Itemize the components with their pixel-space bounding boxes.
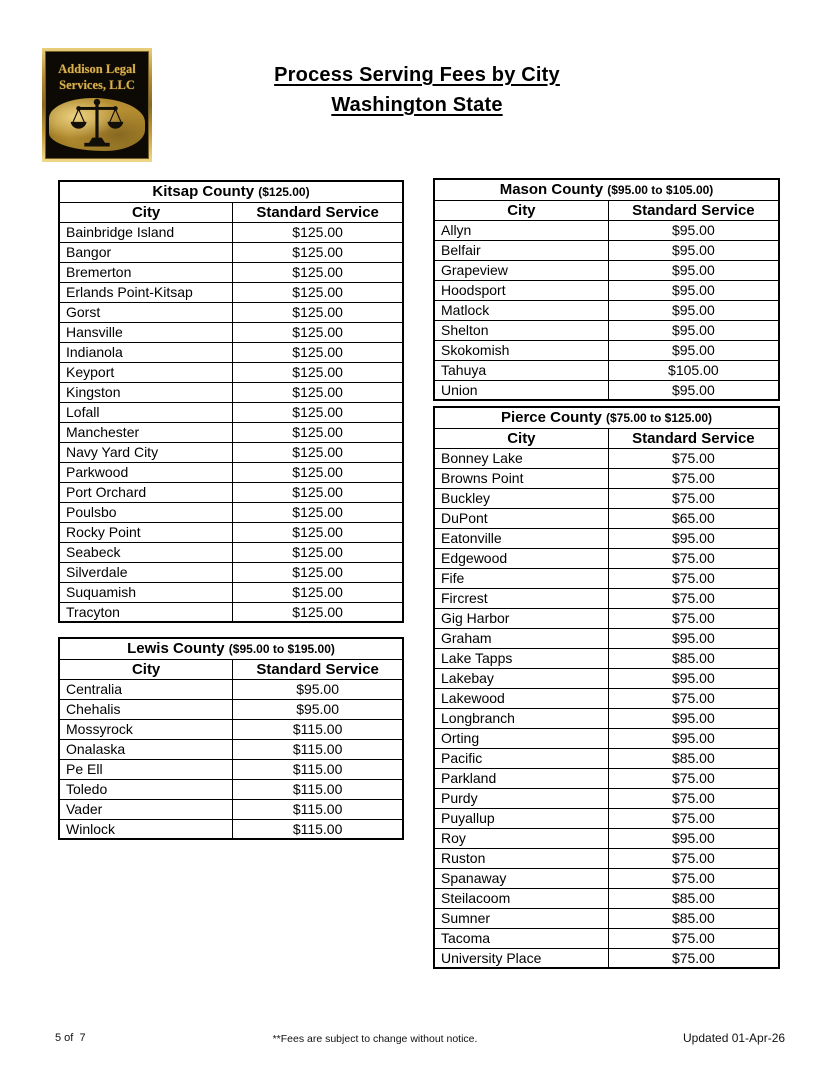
fee-cell: $95.00: [608, 280, 779, 300]
column-header-row: [434, 200, 779, 220]
city-cell: DuPont: [434, 508, 608, 528]
city-cell: Orting: [434, 728, 608, 748]
fee-cell: $115.00: [233, 799, 403, 819]
fee-cell: $95.00: [608, 628, 779, 648]
table-row: [434, 488, 779, 508]
city-cell: Browns Point: [434, 468, 608, 488]
service-column-header: Standard Service: [608, 428, 779, 448]
table-row: [434, 280, 779, 300]
fee-cell: $75.00: [608, 568, 779, 588]
city-cell: Parkwood: [59, 462, 233, 482]
county-name: Kitsap County: [152, 183, 255, 201]
page-title-line2: Washington State: [331, 94, 503, 116]
county-header-row: [434, 179, 779, 200]
city-cell: Winlock: [59, 819, 233, 839]
city-cell: Ruston: [434, 848, 608, 868]
table-row: [434, 320, 779, 340]
city-cell: Shelton: [434, 320, 608, 340]
fee-cell: $95.00: [608, 728, 779, 748]
table-row: [59, 402, 403, 422]
table-row: [434, 668, 779, 688]
city-cell: Indianola: [59, 342, 233, 362]
table-row: [434, 728, 779, 748]
fee-cell: $95.00: [233, 679, 403, 699]
table-row: [434, 380, 779, 400]
city-cell: Steilacoom: [434, 888, 608, 908]
city-cell: Poulsbo: [59, 502, 233, 522]
city-cell: Spanaway: [434, 868, 608, 888]
fee-cell: $75.00: [608, 868, 779, 888]
table-row: [59, 422, 403, 442]
fee-cell: $65.00: [608, 508, 779, 528]
city-cell: Tracyton: [59, 602, 233, 622]
fee-cell: $125.00: [233, 322, 403, 342]
city-cell: Purdy: [434, 788, 608, 808]
table-row: [59, 502, 403, 522]
fee-cell: $125.00: [233, 402, 403, 422]
fee-cell: $125.00: [233, 362, 403, 382]
county-name: Mason County: [499, 181, 604, 199]
county-header-row: [434, 407, 779, 428]
table-row: [434, 928, 779, 948]
table-row: [434, 360, 779, 380]
left-table-column: [58, 180, 404, 840]
table-row: [434, 568, 779, 588]
fee-cell: $115.00: [233, 819, 403, 839]
fee-cell: $75.00: [608, 608, 779, 628]
fee-cell: $85.00: [608, 908, 779, 928]
fees-disclaimer: **Fees are subject to change without notice.: [272, 1033, 478, 1045]
lewis-county-table: [58, 637, 404, 840]
table-row: [59, 462, 403, 482]
fee-cell: $85.00: [608, 888, 779, 908]
city-cell: Vader: [59, 799, 233, 819]
city-cell: Lakewood: [434, 688, 608, 708]
table-row: [59, 739, 403, 759]
city-cell: Sumner: [434, 908, 608, 928]
table-row: [59, 699, 403, 719]
fee-cell: $75.00: [608, 448, 779, 468]
fee-cell: $115.00: [233, 719, 403, 739]
city-cell: Hoodsport: [434, 280, 608, 300]
table-row: [434, 528, 779, 548]
table-row: [59, 542, 403, 562]
table-row: [59, 322, 403, 342]
table-row: [59, 562, 403, 582]
fee-cell: $125.00: [233, 462, 403, 482]
city-cell: Kingston: [59, 382, 233, 402]
fee-cell: $125.00: [233, 422, 403, 442]
city-cell: Pacific: [434, 748, 608, 768]
city-cell: Matlock: [434, 300, 608, 320]
table-row: [434, 828, 779, 848]
county-header-row: [59, 638, 403, 659]
fee-cell: $125.00: [233, 602, 403, 622]
fee-cell: $125.00: [233, 262, 403, 282]
table-row: [434, 888, 779, 908]
table-row: [59, 222, 403, 242]
city-cell: Bangor: [59, 242, 233, 262]
fee-cell: $95.00: [608, 220, 779, 240]
city-cell: Lake Tapps: [434, 648, 608, 668]
fee-cell: $115.00: [233, 759, 403, 779]
table-row: [434, 548, 779, 568]
county-header-row: [59, 181, 403, 202]
table-row: [59, 819, 403, 839]
city-cell: Seabeck: [59, 542, 233, 562]
fee-cell: $95.00: [608, 340, 779, 360]
city-cell: Bainbridge Island: [59, 222, 233, 242]
city-cell: Mossyrock: [59, 719, 233, 739]
city-cell: Hansville: [59, 322, 233, 342]
table-row: [434, 468, 779, 488]
fee-cell: $125.00: [233, 282, 403, 302]
city-cell: Centralia: [59, 679, 233, 699]
page-title-line1: Process Serving Fees by City: [274, 64, 560, 86]
fee-cell: $125.00: [233, 342, 403, 362]
city-column-header: City: [434, 200, 608, 220]
county-name: Lewis County: [127, 640, 225, 658]
fee-cell: $75.00: [608, 808, 779, 828]
city-cell: Union: [434, 380, 608, 400]
service-column-header: Standard Service: [608, 200, 779, 220]
city-cell: Keyport: [59, 362, 233, 382]
county-title: [434, 407, 779, 428]
city-cell: Skokomish: [434, 340, 608, 360]
kitsap-county-table: [58, 180, 404, 623]
table-row: [434, 868, 779, 888]
fee-cell: $85.00: [608, 748, 779, 768]
fee-cell: $75.00: [608, 488, 779, 508]
city-cell: Rocky Point: [59, 522, 233, 542]
city-cell: Buckley: [434, 488, 608, 508]
table-row: [434, 748, 779, 768]
city-cell: Silverdale: [59, 562, 233, 582]
table-row: [59, 522, 403, 542]
fee-cell: $85.00: [608, 648, 779, 668]
fee-cell: $75.00: [608, 588, 779, 608]
table-row: [59, 679, 403, 699]
table-row: [434, 508, 779, 528]
fee-cell: $95.00: [608, 380, 779, 400]
table-row: [434, 768, 779, 788]
table-row: [59, 482, 403, 502]
city-cell: Gorst: [59, 302, 233, 322]
fee-cell: $125.00: [233, 542, 403, 562]
county-fee-range: ($75.00 to $125.00): [605, 411, 713, 426]
fee-cell: $75.00: [608, 768, 779, 788]
city-cell: Gig Harbor: [434, 608, 608, 628]
table-row: [59, 779, 403, 799]
fee-cell: $125.00: [233, 502, 403, 522]
page-number: 5 of 7: [55, 1032, 86, 1044]
city-cell: University Place: [434, 948, 608, 968]
city-cell: Toledo: [59, 779, 233, 799]
county-title: [434, 179, 779, 200]
city-cell: Tacoma: [434, 928, 608, 948]
table-row: [59, 362, 403, 382]
fee-cell: $75.00: [608, 788, 779, 808]
fee-cell: $125.00: [233, 442, 403, 462]
fee-cell: $95.00: [608, 240, 779, 260]
table-row: [59, 602, 403, 622]
fee-cell: $95.00: [608, 708, 779, 728]
table-row: [434, 688, 779, 708]
table-row: [434, 220, 779, 240]
fee-cell: $105.00: [608, 360, 779, 380]
fee-cell: $75.00: [608, 948, 779, 968]
city-cell: Roy: [434, 828, 608, 848]
scales-of-justice-icon: [46, 96, 148, 157]
city-cell: Puyallup: [434, 808, 608, 828]
fee-cell: $115.00: [233, 739, 403, 759]
city-cell: Erlands Point-Kitsap: [59, 282, 233, 302]
city-cell: Grapeview: [434, 260, 608, 280]
fee-cell: $95.00: [608, 668, 779, 688]
city-column-header: City: [434, 428, 608, 448]
table-row: [434, 340, 779, 360]
city-cell: Tahuya: [434, 360, 608, 380]
column-header-row: [59, 202, 403, 222]
company-name: [46, 61, 148, 93]
fee-cell: $125.00: [233, 582, 403, 602]
company-logo: [42, 48, 152, 162]
city-cell: Navy Yard City: [59, 442, 233, 462]
city-cell: Pe Ell: [59, 759, 233, 779]
city-cell: Edgewood: [434, 548, 608, 568]
table-row: [434, 628, 779, 648]
table-row: [434, 788, 779, 808]
table-row: [59, 582, 403, 602]
city-cell: Port Orchard: [59, 482, 233, 502]
table-row: [434, 608, 779, 628]
table-row: [59, 342, 403, 362]
table-row: [434, 300, 779, 320]
table-row: [59, 719, 403, 739]
county-name: Pierce County: [500, 409, 602, 427]
city-cell: Longbranch: [434, 708, 608, 728]
city-cell: Suquamish: [59, 582, 233, 602]
city-cell: Lakebay: [434, 668, 608, 688]
fee-cell: $125.00: [233, 382, 403, 402]
city-cell: Fife: [434, 568, 608, 588]
fee-cell: $115.00: [233, 779, 403, 799]
table-row: [434, 240, 779, 260]
table-row: [59, 262, 403, 282]
table-row: [434, 648, 779, 668]
mason-county-table: [433, 178, 780, 401]
fee-cell: $95.00: [608, 828, 779, 848]
county-fee-range: ($95.00 to $195.00): [228, 642, 335, 657]
table-row: [434, 708, 779, 728]
table-row: [434, 260, 779, 280]
city-cell: Fircrest: [434, 588, 608, 608]
fee-cell: $75.00: [608, 468, 779, 488]
table-row: [434, 908, 779, 928]
county-title: [59, 638, 403, 659]
fee-cell: $95.00: [608, 528, 779, 548]
city-cell: Manchester: [59, 422, 233, 442]
fee-cell: $95.00: [608, 300, 779, 320]
right-table-column: [433, 178, 780, 969]
service-column-header: Standard Service: [233, 659, 403, 679]
county-fee-range: ($125.00): [258, 185, 310, 200]
fee-cell: $125.00: [233, 482, 403, 502]
table-row: [434, 808, 779, 828]
table-row: [434, 588, 779, 608]
fee-cell: $125.00: [233, 242, 403, 262]
table-row: [59, 799, 403, 819]
fee-cell: $95.00: [608, 320, 779, 340]
table-row: [59, 382, 403, 402]
fee-cell: $125.00: [233, 222, 403, 242]
table-row: [59, 242, 403, 262]
company-name-line1: Addison Legal: [58, 62, 136, 76]
city-cell: Lofall: [59, 402, 233, 422]
county-fee-range: ($95.00 to $105.00): [607, 183, 714, 198]
column-header-row: [434, 428, 779, 448]
column-header-row: [59, 659, 403, 679]
fee-cell: $75.00: [608, 688, 779, 708]
fee-cell: $95.00: [233, 699, 403, 719]
service-column-header: Standard Service: [233, 202, 403, 222]
pierce-county-table: [433, 406, 780, 969]
fee-cell: $75.00: [608, 848, 779, 868]
city-cell: Chehalis: [59, 699, 233, 719]
fee-cell: $125.00: [233, 562, 403, 582]
county-title: [59, 181, 403, 202]
fee-cell: $75.00: [608, 928, 779, 948]
city-cell: Bremerton: [59, 262, 233, 282]
city-cell: Graham: [434, 628, 608, 648]
fee-cell: $125.00: [233, 302, 403, 322]
company-logo-frame: [45, 51, 149, 159]
fee-cell: $95.00: [608, 260, 779, 280]
city-cell: Onalaska: [59, 739, 233, 759]
table-row: [59, 282, 403, 302]
city-cell: Allyn: [434, 220, 608, 240]
table-row: [434, 448, 779, 468]
table-row: [434, 848, 779, 868]
city-cell: Eatonville: [434, 528, 608, 548]
city-cell: Belfair: [434, 240, 608, 260]
city-column-header: City: [59, 659, 233, 679]
updated-date: Updated 01-Apr-26: [683, 1031, 786, 1045]
city-column-header: City: [59, 202, 233, 222]
fee-cell: $75.00: [608, 548, 779, 568]
fee-cell: $125.00: [233, 522, 403, 542]
table-row: [434, 948, 779, 968]
table-row: [59, 302, 403, 322]
company-name-line2: Services, LLC: [59, 78, 135, 92]
table-row: [59, 759, 403, 779]
city-cell: Bonney Lake: [434, 448, 608, 468]
city-cell: Parkland: [434, 768, 608, 788]
table-row: [59, 442, 403, 462]
